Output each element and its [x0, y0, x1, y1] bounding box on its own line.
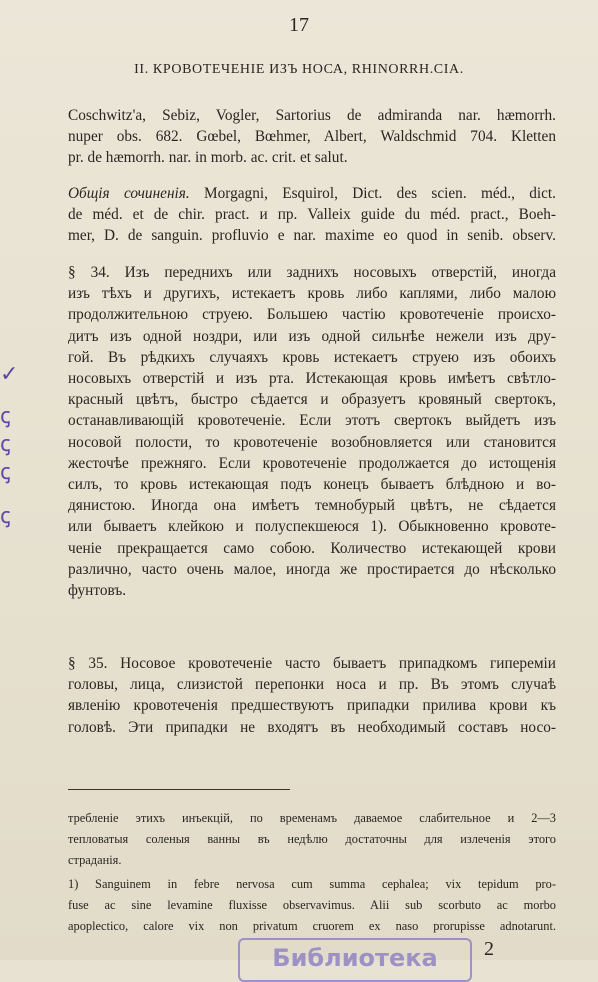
margin-bracket-mark: ꞔ [0, 432, 11, 457]
paragraph-line: головѣ. Эти припадки не входятъ въ необходимый составъ носо- [68, 718, 556, 736]
general-works-line: mer, D. de sanguin. profluvio e nar. maxime eo quod in senib. observ. [68, 227, 556, 245]
paragraph-line: изъ тѣхъ и другихъ, истекаетъ кровь либо каплями, либо малою [68, 285, 556, 303]
margin-check-mark: ✓ [0, 362, 19, 387]
footnote-1 [68, 874, 556, 937]
general-works-line: de méd. et de chir. pract. и пр. Valleix guide du méd. pract., Boeh- [68, 206, 556, 224]
reference-line: nuper obs. 682. Gœbel, Bœhmer, Albert, Waldschmid 704. Kletten [68, 128, 556, 146]
paragraph-line: продолжительною струею. Большею частiю кровотеченiе происхо- [68, 306, 556, 324]
references-block [68, 105, 556, 169]
reference-line: pr. de hæmorrh. nar. in morb. ac. crit. et salut. [68, 149, 348, 167]
page-number: 17 [289, 14, 309, 36]
paragraph-line: останавливающiй кровотеченiе. Если этотъ свертокъ выйдетъ изъ [68, 412, 556, 430]
paragraph-line: жесточѣе прежняго. Если кровотеченiе продолжается до истощенiя [68, 454, 556, 472]
footnote-line: требленiе этихъ инъекцiй, по временамъ даваемое слабительное и 2—3 [68, 811, 556, 825]
paragraph-line: § 34. Изъ переднихъ или заднихъ носовыхъ отверстiй, иногда [68, 264, 556, 281]
paragraph-line: ченiе прекращается само собою. Количество истекающей крови [68, 539, 556, 557]
general-works-line [68, 183, 556, 204]
paragraph-line: фунтовъ. [68, 582, 127, 600]
paragraph-34 [68, 262, 556, 601]
paragraph-line: или бываетъ клейкою и полуспекшеюся 1). Обыкновенно кровоте- [68, 518, 556, 536]
paragraph-line: гой. Въ рѣдкихъ случаяхъ кровь истекаетъ струею изъ обоихъ [68, 348, 556, 366]
footnote-line: страданiя. [68, 853, 122, 867]
margin-bracket-mark: ꞔ [0, 460, 11, 485]
paragraph-line: дянистою. Иногда она имѣетъ темнобурый цвѣтъ, не сѣдается [68, 497, 556, 515]
general-works-block [68, 183, 556, 247]
footnote-line: 1) Sanguinem in febre nervosa cum summa cephalea; vix tepidum pro- [68, 877, 556, 891]
general-works-lead: Общiя сочиненiя. [68, 185, 190, 202]
paragraph-line: явленiю кровотеченiя предшествуютъ припадки прилива крови къ [68, 697, 556, 715]
margin-bracket-mark: ꞔ [0, 404, 11, 429]
reference-line: Coschwitz'a, Sebiz, Vogler, Sartorius de admiranda nar. hæmorrh. [68, 107, 556, 124]
section-heading: II. КРОВОТЕЧЕНIЕ ИЗЪ НОСА, RHINORRH.CIA. [134, 62, 464, 77]
paragraph-line: носовыхъ отверстiй и изъ рта. Истекающая кровь имѣетъ свѣтло- [68, 370, 556, 388]
margin-bracket-mark: ꞔ [0, 504, 11, 529]
paragraph-line: различно, часто очень малое, иногда же простирается до нѣсколько [68, 560, 556, 578]
footnote-line: тепловатыя соленыя ванны въ недѣлю достаточны для излеченiя этого [68, 832, 556, 846]
general-works-text: Morgagni, Esquirol, Dict. des scien. méd., dict. [189, 185, 556, 202]
footnote-continuation [68, 808, 556, 871]
paragraph-line: § 35. Носовое кровотеченiе часто бываетъ припадкомъ гиперемiи [68, 655, 556, 672]
paragraph-line: дитъ изъ одной ноздри, или изъ одной сильнѣе нежели изъ дру- [68, 327, 556, 345]
footnote-divider [68, 789, 290, 790]
footnote-line: apoplectico, calore vix non privatum cruorem ex naso prorupisse adnotarunt. [68, 919, 556, 933]
corner-mark: 2 [484, 938, 494, 960]
paragraph-line: носовой полости, то кровотеченiе возобновляется или становится [68, 433, 556, 451]
paragraph-line: силъ, то кровь истекающая подъ конецъ бываетъ блѣдною и во- [68, 476, 556, 494]
paragraph-35 [68, 653, 556, 738]
library-stamp: Библиотека [238, 938, 472, 982]
paragraph-line: головы, лица, слизистой перепонки носа и пр. Въ этомъ случаѣ [68, 676, 556, 694]
footnote-line: fuse ac sine levamine fluxisse observavimus. Alii sub scorbuto ac morbo [68, 898, 556, 912]
paragraph-line: красный цвѣтъ, быстро сѣдается и образуетъ кровяный свертокъ, [68, 391, 556, 409]
